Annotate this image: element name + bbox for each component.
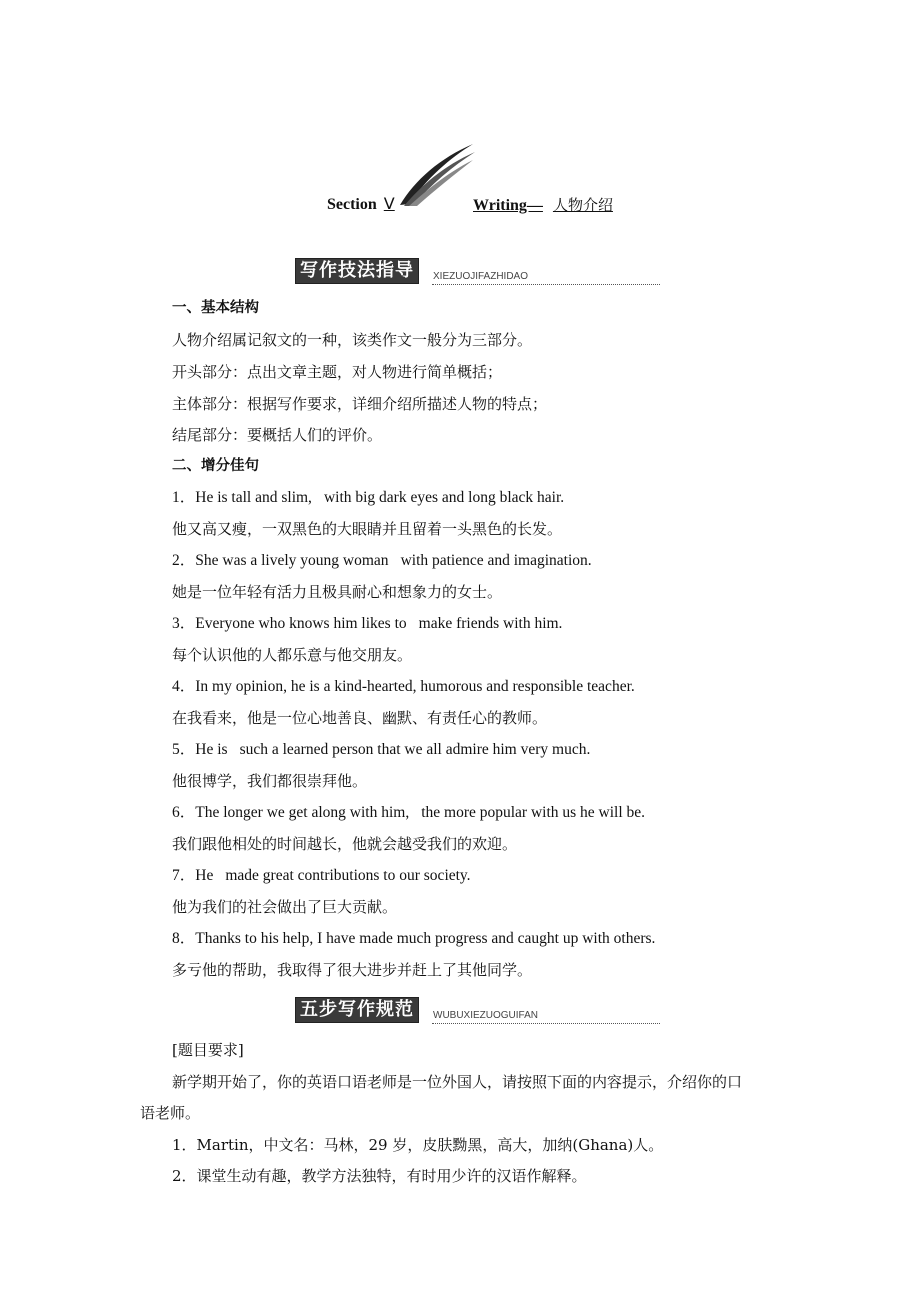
sentences-heading: 二、增分佳句 bbox=[172, 458, 259, 474]
sentence-part-b: made great contributions to our society. bbox=[225, 867, 471, 884]
technique-banner-rule bbox=[432, 284, 660, 285]
sentence-num: 3． bbox=[172, 615, 196, 632]
structure-heading: 一、基本结构 bbox=[172, 300, 259, 316]
technique-banner: 写作技法指导 bbox=[295, 258, 419, 284]
sentence-zh: 他很博学，我们都很崇拜他。 bbox=[172, 772, 368, 790]
sentence-en bbox=[172, 551, 592, 571]
task-point: 2．课堂生动有趣，教学方法独特，有时用少许的汉语作解释。 bbox=[172, 1167, 587, 1185]
structure-line: 主体部分：根据写作要求，详细介绍所描述人物的特点； bbox=[172, 395, 548, 413]
sentence-zh: 他为我们的社会做出了巨大贡献。 bbox=[172, 898, 398, 916]
sentence-part-a: She was a lively young woman bbox=[195, 552, 389, 569]
sentence-part-b: with big dark eyes and long black hair. bbox=[323, 489, 565, 506]
sentence-part-a: He is tall and slim, bbox=[195, 489, 312, 506]
quill-decoration-icon bbox=[395, 140, 480, 210]
structure-line: 人物介绍属记叙文的一种，该类作文一般分为三部分。 bbox=[172, 331, 533, 349]
section-label: Section bbox=[327, 196, 377, 213]
sentence-part-a: He is bbox=[195, 741, 228, 758]
task-point: 1．Martin，中文名：马林，29 岁，皮肤黝黑，高大，加纳(Ghana)人。 bbox=[172, 1136, 664, 1154]
sentence-num: 4． bbox=[172, 678, 196, 695]
sentence-en bbox=[172, 677, 635, 697]
section-title bbox=[327, 194, 398, 214]
sentence-zh: 我们跟他相处的时间越长，他就会越受我们的欢迎。 bbox=[172, 835, 518, 853]
sentence-part-b: with patience and imagination. bbox=[400, 552, 592, 569]
sentence-num: 1． bbox=[172, 489, 196, 506]
sentence-zh: 在我看来，他是一位心地善良、幽默、有责任心的教师。 bbox=[172, 709, 548, 727]
structure-line: 结尾部分：要概括人们的评价。 bbox=[172, 426, 383, 444]
sentence-en bbox=[172, 866, 471, 886]
sentence-num: 2． bbox=[172, 552, 196, 569]
steps-banner-pinyin: WUBUXIEZUOGUIFAN bbox=[433, 1010, 539, 1021]
section-number: Ⅴ bbox=[383, 196, 395, 213]
sentence-part-b: such a learned person that we all admire him very much. bbox=[239, 741, 591, 758]
sentence-en bbox=[172, 614, 562, 634]
sentence-part-a: The longer we get along with him, bbox=[195, 804, 410, 821]
writing-label: Writing— bbox=[473, 197, 543, 214]
task-intro-cont: 语老师。 bbox=[140, 1104, 201, 1122]
sentence-part-a: Everyone who knows him likes to bbox=[195, 615, 407, 632]
sentence-en bbox=[172, 740, 590, 760]
task-label: [题目要求] bbox=[172, 1041, 244, 1059]
sentence-part-b: the more popular with us he will be. bbox=[421, 804, 646, 821]
sentence-zh: 她是一位年轻有活力且极具耐心和想象力的女士。 bbox=[172, 583, 503, 601]
writing-topic: 人物介绍 bbox=[552, 196, 613, 214]
task-intro: 新学期开始了，你的英语口语老师是一位外国人，请按照下面的内容提示，介绍你的口 bbox=[172, 1073, 743, 1091]
sentence-part-a: Thanks to his help, I have made much progress and caught up with others. bbox=[195, 930, 656, 947]
sentence-num: 7． bbox=[172, 867, 196, 884]
technique-banner-pinyin: XIEZUOJIFAZHIDAO bbox=[433, 271, 529, 282]
sentence-part-a: He bbox=[195, 867, 214, 884]
sentence-num: 8． bbox=[172, 930, 196, 947]
sentence-part-a: In my opinion, he is a kind-hearted, humorous and responsible teacher. bbox=[195, 678, 635, 695]
sentence-num: 5． bbox=[172, 741, 196, 758]
sentence-num: 6． bbox=[172, 804, 196, 821]
sentence-zh: 他又高又瘦，一双黑色的大眼睛并且留着一头黑色的长发。 bbox=[172, 520, 563, 538]
structure-line: 开头部分：点出文章主题，对人物进行简单概括； bbox=[172, 363, 503, 381]
steps-banner-rule bbox=[432, 1023, 660, 1024]
sentence-en bbox=[172, 488, 564, 508]
sentence-part-b: make friends with him. bbox=[418, 615, 563, 632]
steps-banner: 五步写作规范 bbox=[295, 997, 419, 1023]
sentence-en bbox=[172, 929, 655, 949]
sentence-zh: 多亏他的帮助，我取得了很大进步并赶上了其他同学。 bbox=[172, 961, 533, 979]
sentence-zh: 每个认识他的人都乐意与他交朋友。 bbox=[172, 646, 413, 664]
sentence-en bbox=[172, 803, 645, 823]
writing-title bbox=[473, 194, 619, 215]
